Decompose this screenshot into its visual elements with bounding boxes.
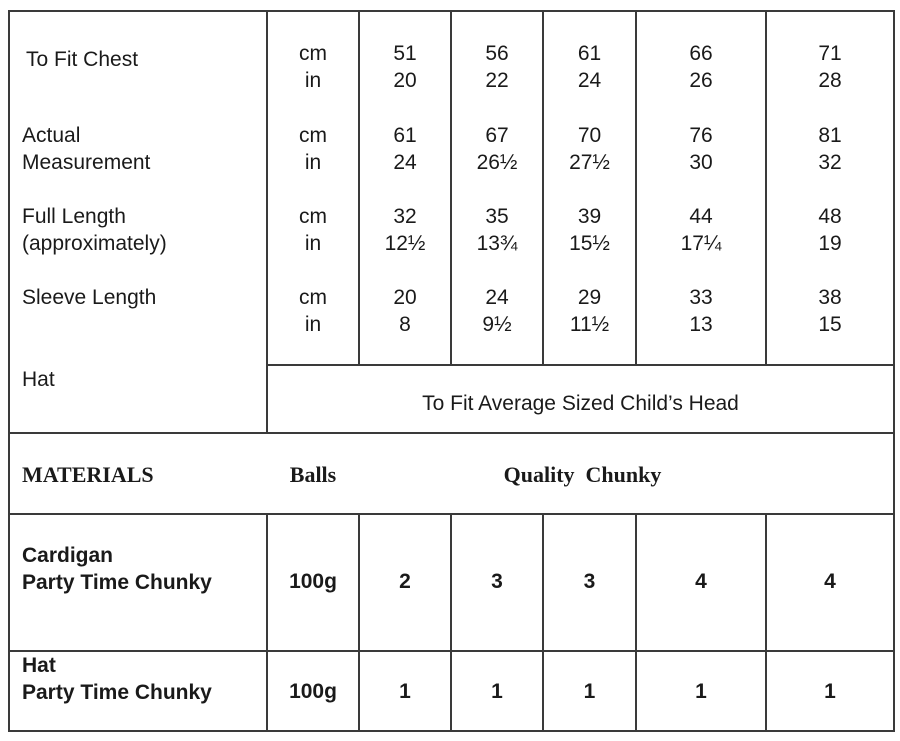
cell-value: 66 <box>689 42 713 65</box>
cell-value: 24 <box>485 286 509 309</box>
cell-value: 20 <box>393 69 417 92</box>
unit-in: in <box>304 69 322 92</box>
cell-value: 30 <box>689 151 713 174</box>
unit-cm: cm <box>299 286 327 309</box>
row-label: Sleeve Length <box>22 286 157 309</box>
cell-value: 24 <box>577 69 602 92</box>
ball-count: 4 <box>695 570 707 593</box>
ball-count: 3 <box>491 570 503 593</box>
cell-value: 22 <box>485 69 509 92</box>
row-label: Actual <box>22 124 81 147</box>
cell-value: 81 <box>818 124 842 147</box>
cell-value: 39 <box>577 205 602 228</box>
cell-value: 71 <box>818 42 842 65</box>
cell-value: 29 <box>577 286 602 309</box>
unit-in: in <box>304 313 322 336</box>
material-yarn: Party Time Chunky <box>22 571 212 594</box>
quality-heading: Quality Chunky <box>503 462 662 487</box>
table-border-right <box>893 10 895 732</box>
cell-value: 15 <box>818 313 842 336</box>
cell-value: 11½ <box>569 313 610 336</box>
cell-value: 9½ <box>482 313 512 336</box>
divider <box>8 432 895 434</box>
row-label: (approximately) <box>22 232 167 255</box>
divider <box>266 364 895 366</box>
ball-count: 3 <box>583 570 596 593</box>
cell-value: 67 <box>485 124 509 147</box>
material-title: Cardigan <box>22 544 114 567</box>
material-weight: 100g <box>289 570 337 593</box>
cell-value: 51 <box>393 42 417 65</box>
ball-count: 4 <box>824 570 836 593</box>
cell-value: 61 <box>393 124 417 147</box>
cell-value: 44 <box>689 205 713 228</box>
unit-cm: cm <box>299 42 327 65</box>
cell-value: 28 <box>818 69 842 92</box>
cell-value: 48 <box>818 205 842 228</box>
material-title: Hat <box>22 654 56 677</box>
row-label-hat: Hat <box>22 368 55 391</box>
unit-cm: cm <box>299 205 327 228</box>
cell-value: 19 <box>818 232 842 255</box>
unit-in: in <box>304 232 322 255</box>
material-yarn: Party Time Chunky <box>22 681 212 704</box>
row-label: Full Length <box>22 205 126 228</box>
hat-fit-note: To Fit Average Sized Child’s Head <box>422 392 739 415</box>
cell-value: 13 <box>689 313 713 336</box>
unit-in: in <box>304 151 322 174</box>
ball-count: 1 <box>695 680 707 703</box>
cell-value: 35 <box>485 205 509 228</box>
cell-value: 32 <box>393 205 417 228</box>
cell-value: 13¾ <box>476 232 518 255</box>
cell-value: 38 <box>818 286 842 309</box>
cell-value: 26 <box>689 69 713 92</box>
ball-count: 2 <box>399 570 411 593</box>
ball-count: 1 <box>824 680 836 703</box>
cell-value: 61 <box>577 42 602 65</box>
cell-value: 56 <box>485 42 509 65</box>
ball-count: 1 <box>491 680 503 703</box>
cell-value: 24 <box>393 151 417 174</box>
ball-count: 1 <box>399 680 411 703</box>
material-weight: 100g <box>289 680 337 703</box>
table-border-left <box>8 10 10 732</box>
row-label: Measurement <box>22 151 151 174</box>
cell-value: 70 <box>577 124 602 147</box>
cell-value: 33 <box>689 286 713 309</box>
cell-value: 27½ <box>569 151 610 174</box>
cell-value: 76 <box>689 124 713 147</box>
cell-value: 12½ <box>384 232 426 255</box>
cell-value: 17¼ <box>680 232 722 255</box>
cell-value: 8 <box>399 313 411 336</box>
balls-heading: Balls <box>289 462 337 487</box>
cell-value: 15½ <box>569 232 610 255</box>
cell-value: 20 <box>393 286 417 309</box>
cell-value: 26½ <box>476 151 518 174</box>
ball-count: 1 <box>583 680 596 703</box>
cell-value: 32 <box>818 151 842 174</box>
materials-heading: MATERIALS <box>22 462 154 487</box>
unit-cm: cm <box>299 124 327 147</box>
row-label: To Fit Chest <box>26 48 139 71</box>
